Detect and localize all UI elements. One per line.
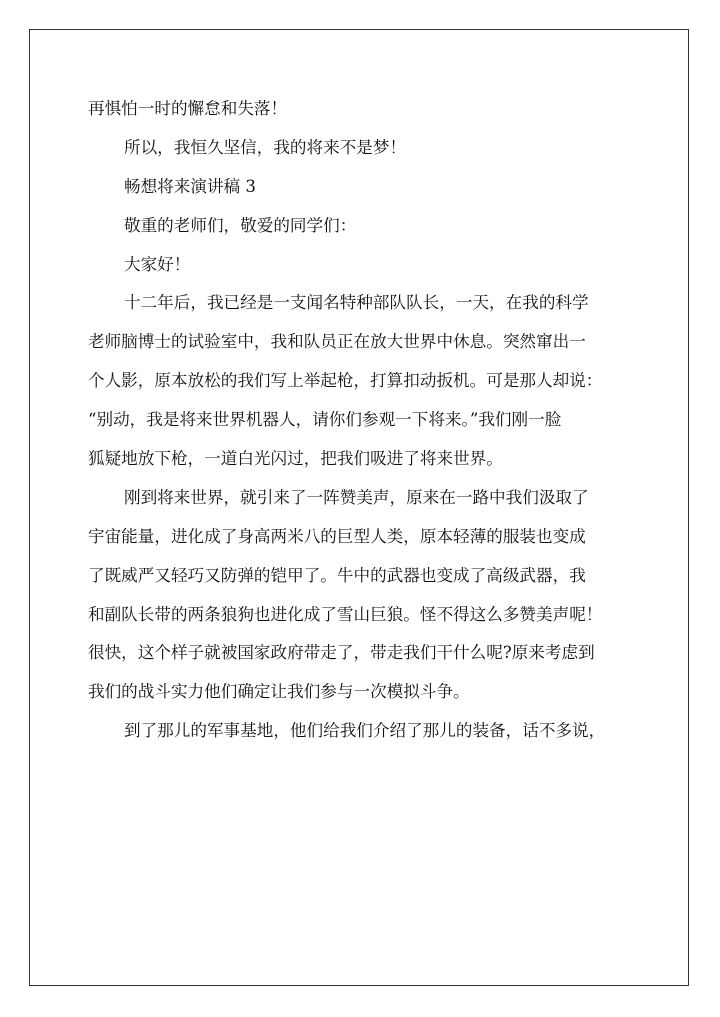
greeting: 大家好！ xyxy=(124,254,191,274)
text-line: 宇宙能量，进化成了身高两米八的巨型人类，原本轻薄的服装也变成 xyxy=(88,526,586,546)
salutation: 敬重的老师们，敬爱的同学们： xyxy=(124,215,357,235)
text-line: 很快，这个样子就被国家政府带走了，带走我们干什么呢?原来考虑到 xyxy=(88,643,595,663)
text-line: “别动，我是将来世界机器人，请你们参观一下将来。”我们刚一脸 xyxy=(88,410,562,430)
text-line: 个人影，原本放松的我们写上举起枪，打算扣动扳机。可是那人却说： xyxy=(88,371,603,391)
text-line: 老师脑博士的试验室中，我和队员正在放大世界中休息。突然窜出一 xyxy=(88,332,586,352)
text-line: 刚到将来世界，就引来了一阵赞美声，原来在一路中我们汲取了 xyxy=(124,487,589,507)
text-line: 到了那儿的军事基地，他们给我们介绍了那儿的装备，话不多说， xyxy=(124,721,606,741)
text-line: 了既威严又轻巧又防弹的铠甲了。牛中的武器也变成了高级武器，我 xyxy=(88,565,586,585)
text-line: 十二年后，我已经是一支闻名特种部队队长，一天，在我的科学 xyxy=(124,293,589,313)
text-line: 我们的战斗实力他们确定让我们参与一次模拟斗争。 xyxy=(88,682,470,702)
section-title: 畅想将来演讲稿 3 xyxy=(124,176,256,196)
text-line: 狐疑地放下枪，一道白光闪过，把我们吸进了将来世界。 xyxy=(88,449,503,469)
text-line: 再惧怕一时的懈怠和失落！ xyxy=(88,99,288,118)
document-body xyxy=(88,90,633,751)
text-line: 所以，我恒久坚信，我的将来不是梦！ xyxy=(124,137,407,157)
text-line: 和副队长带的两条狼狗也进化成了雪山巨狼。怪不得这么多赞美声呢！ xyxy=(88,604,603,624)
